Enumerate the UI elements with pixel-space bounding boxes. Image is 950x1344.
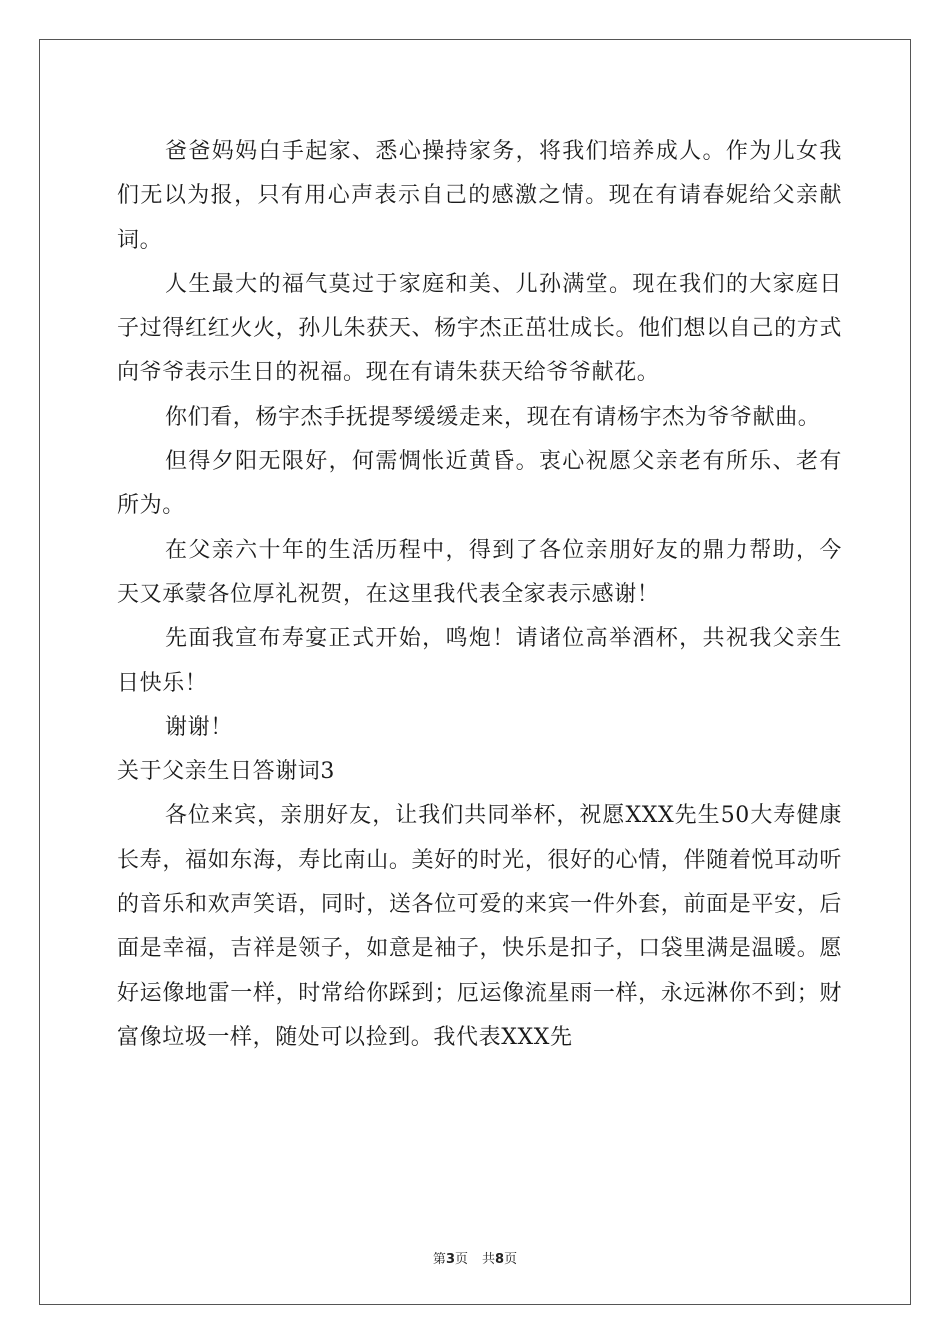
paragraph: 在父亲六十年的生活历程中，得到了各位亲朋好友的鼎力帮助，今天又承蒙各位厚礼祝贺，在这里我代表全家表示感谢！ xyxy=(117,537,842,607)
total-label-suffix: 页 xyxy=(504,1252,518,1267)
paragraph: 你们看，杨宇杰手抚提琴缓缓走来，现在有请杨宇杰为爷爷献曲。 xyxy=(165,404,821,430)
page-label-prefix: 第 xyxy=(432,1252,446,1267)
paragraph: 爸爸妈妈白手起家、悉心操持家务，将我们培养成人。作为儿女我们无以为报，只有用心声表示自己的感激之情。现在有请春妮给父亲献词。 xyxy=(117,139,842,253)
section-heading: 关于父亲生日答谢词3 xyxy=(117,759,335,785)
paragraph: 各位来宾，亲朋好友，让我们共同举杯，祝愿XXX先生50大寿健康长寿，福如东海，寿比南山。美好的时光，很好的心情，伴随着悦耳动听的音乐和欢声笑语，同时，送各位可爱的来宾一件外套，前面是平安，后面是幸福，吉祥是领子，如意是袖子，快乐是扣子，口袋里满是温暖。愿好运像地雷一样，时常给你踩到；厄运像流星雨一样，永远淋你不到；财富像垃圾一样，随处可以捡到。我代表XXX先 xyxy=(117,803,842,1050)
paragraph: 人生最大的福气莫过于家庭和美、儿孙满堂。现在我们的大家庭日子过得红红火火，孙儿朱获天、杨宇杰正茁壮成长。他们想以自己的方式向爷爷表示生日的祝福。现在有请朱获天给爷爷献花。 xyxy=(117,271,842,386)
paragraph: 谢谢！ xyxy=(165,714,233,740)
total-label-prefix: 共 xyxy=(482,1252,496,1267)
page-footer xyxy=(0,1248,950,1267)
document-body xyxy=(117,130,842,1060)
total-pages: 8 xyxy=(495,1252,505,1267)
page-number: 3 xyxy=(445,1252,455,1267)
paragraph: 先面我宣布寿宴正式开始，鸣炮！请诸位高举酒杯，共祝我父亲生日快乐！ xyxy=(117,626,842,696)
page-label-suffix: 页 xyxy=(454,1252,468,1267)
paragraph: 但得夕阳无限好，何需惆怅近黄昏。衷心祝愿父亲老有所乐、老有所为。 xyxy=(117,449,842,519)
